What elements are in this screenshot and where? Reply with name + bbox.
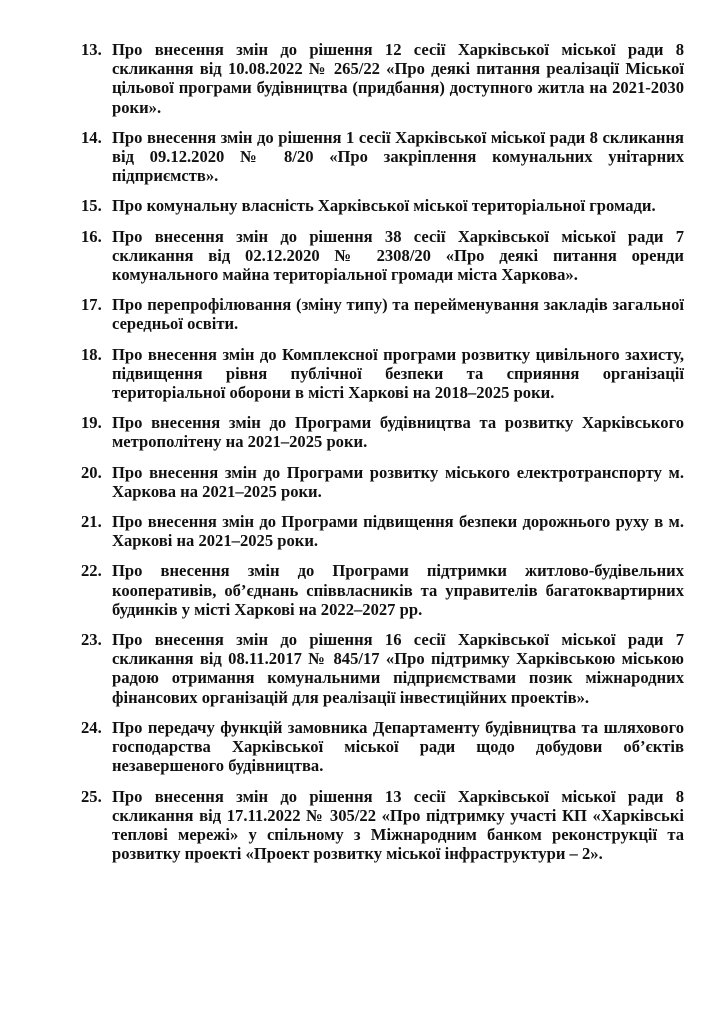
agenda-item-13 bbox=[81, 40, 684, 117]
item-text: Про внесення змін до рішення 13 сесії Харківської міської ради 8 скликання від 17.11.2022 № 305/22 «Про підтримку участі КП «Харківські теплові мережі» у спільному з Міжнародним банком реконструкції та розвитку проекті «Проект розвитку міської інфраструктури – 2». bbox=[112, 786, 684, 864]
item-text: Про внесення змін до рішення 38 сесії Харківської міської ради 7 скликання від 02.12.2020 № 2308/20 «Про деякі питання оренди комунального майна територіальної громади міста Харкова». bbox=[112, 226, 684, 285]
item-number: 18. bbox=[81, 344, 102, 364]
agenda-item-20 bbox=[81, 463, 684, 501]
item-number: 24. bbox=[81, 717, 102, 737]
item-text: Про комунальну власність Харківської міської територіальної громади. bbox=[112, 196, 656, 216]
item-number: 22. bbox=[81, 561, 102, 581]
agenda-item-18 bbox=[81, 345, 684, 403]
item-number: 20. bbox=[81, 462, 102, 482]
item-text: Про внесення змін до рішення 16 сесії Харківської міської ради 7 скликання від 08.11.2017 № 845/17 «Про підтримку Харківською міською радою отримання комунальними підприємствами позик міжнародних фінансових організацій для реалізації інвестиційних проектів». bbox=[112, 630, 684, 707]
agenda-item-23 bbox=[81, 630, 684, 707]
item-number: 25. bbox=[81, 786, 102, 806]
item-number: 21. bbox=[81, 512, 102, 532]
agenda-list bbox=[81, 40, 684, 874]
item-text: Про внесення змін до Програми підвищення безпеки дорожнього руху в м. Харкові на 2021–2025 роки. bbox=[112, 512, 684, 551]
agenda-item-14 bbox=[81, 128, 684, 186]
item-text: Про передачу функцій замовника Департаменту будівництва та шляхового господарства Харківської міської ради щодо добудови об’єктів незавершеного будівництва. bbox=[112, 717, 684, 776]
item-number: 19. bbox=[81, 413, 102, 433]
item-text: Про внесення змін до Програми підтримки житлово-будівельних кооперативів, об’єднань співвласників та управителів багатоквартирних будинків у місті Харкові на 2022–2027 рр. bbox=[112, 561, 684, 619]
agenda-item-24 bbox=[81, 718, 684, 776]
agenda-item-21 bbox=[81, 512, 684, 550]
item-text: Про внесення змін до Комплексної програми розвитку цивільного захисту, підвищення рівня публічної безпеки та сприяння організації територіальної оборони в місті Харкові на 2018–2025 роки. bbox=[112, 344, 684, 403]
item-text: Про внесення змін до Програми будівництва та розвитку Харківського метрополітену на 2021–2025 роки. bbox=[112, 413, 684, 452]
item-text: Про внесення змін до рішення 12 сесії Харківської міської ради 8 скликання від 10.08.2022 № 265/22 «Про деякі питання реалізації Міської цільової програми будівництва (придбання) доступного житла на 2021-2030 роки». bbox=[112, 40, 684, 117]
agenda-item-22 bbox=[81, 561, 684, 619]
item-number: 23. bbox=[81, 630, 102, 650]
item-number: 17. bbox=[81, 295, 102, 315]
agenda-item-25 bbox=[81, 787, 684, 864]
item-text: Про внесення змін до Програми розвитку міського електротранспорту м. Харкова на 2021–2025 роки. bbox=[112, 462, 684, 501]
agenda-item-17 bbox=[81, 295, 684, 333]
item-number: 16. bbox=[81, 226, 102, 246]
item-text: Про перепрофілювання (зміну типу) та перейменування закладів загальної середньої освіти. bbox=[112, 295, 684, 334]
item-text: Про внесення змін до рішення 1 сесії Харківської міської ради 8 скликання від 09.12.2020 № 8/20 «Про закріплення комунальних унітарних підприємств». bbox=[112, 127, 684, 186]
item-number: 13. bbox=[81, 40, 102, 59]
item-number: 14. bbox=[81, 127, 102, 147]
item-number: 15. bbox=[81, 196, 102, 216]
agenda-item-16 bbox=[81, 227, 684, 285]
agenda-item-15 bbox=[81, 196, 684, 215]
agenda-item-19 bbox=[81, 413, 684, 451]
